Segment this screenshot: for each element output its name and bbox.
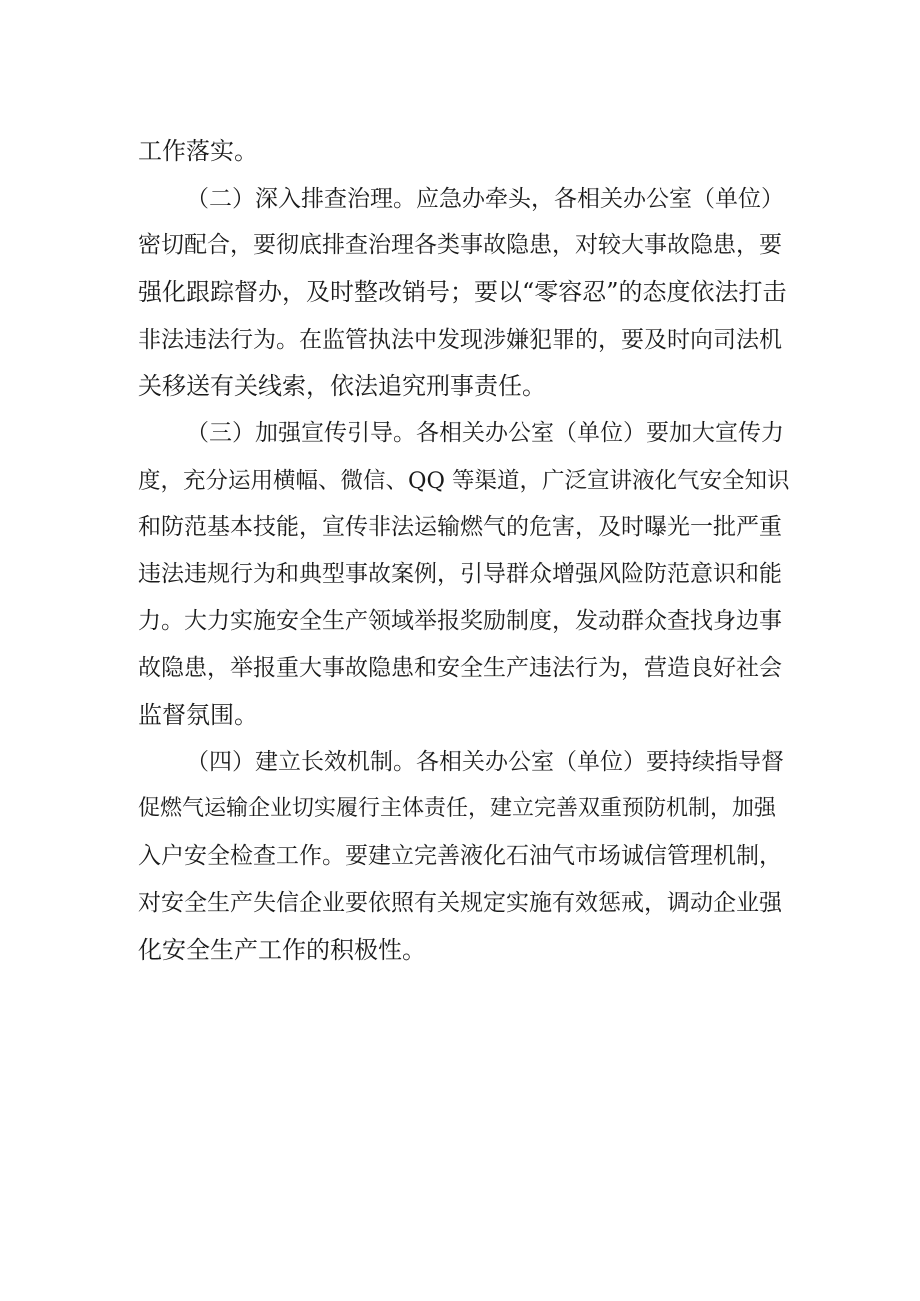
text-line: 促燃气运输企业切实履行主体责任，建立完善双重预防机制，加强 (138, 796, 777, 821)
paragraph-3-heading-line: （三）加强宣传引导。各相关办公室（单位）要加大宣传力 (186, 420, 784, 446)
text-line: 度，充分运用横幅、微信、QQ 等渠道，广泛宣讲液化气安全知识 (138, 468, 790, 494)
text-line: 工作落实。 (138, 137, 258, 165)
text-line: 非法违法行为。在监管执法中发现涉嫌犯罪的，要及时向司法机 (138, 327, 782, 353)
text-line: 密切配合，要彻底排查治理各类事故隐患，对较大事故隐患，要 (138, 232, 782, 258)
text-line: 故隐患，举报重大事故隐患和安全生产违法行为，营造良好社会 (138, 655, 782, 681)
text-line: 力。大力实施安全生产领域举报奖励制度，发动群众查找身边事 (138, 608, 782, 634)
text-line: 强化跟踪督办，及时整改销号；要以“零容忍”的态度依法打击 (138, 278, 787, 306)
text-line: 化安全生产工作的积极性。 (138, 936, 426, 964)
text-line: 关移送有关线索，依法追究刑事责任。 (138, 372, 546, 400)
paragraph-4-heading-line: （四）建立长效机制。各相关办公室（单位）要持续指导督 (186, 749, 784, 775)
text-line: 监督氛围。 (138, 701, 258, 729)
text-line: 入户安全检查工作。要建立完善液化石油气市场诚信管理机制， (138, 843, 782, 869)
text-line: 对安全生产失信企业要依照有关规定实施有效惩戒，调动企业强 (138, 890, 782, 916)
text-line: 违法违规行为和典型事故案例，引导群众增强风险防范意识和能 (138, 561, 782, 587)
paragraph-2-heading-line: （二）深入排查治理。应急办牵头，各相关办公室（单位） (186, 186, 784, 212)
text-line: 和防范基本技能，宣传非法运输燃气的危害，及时曝光一批严重 (138, 514, 782, 540)
